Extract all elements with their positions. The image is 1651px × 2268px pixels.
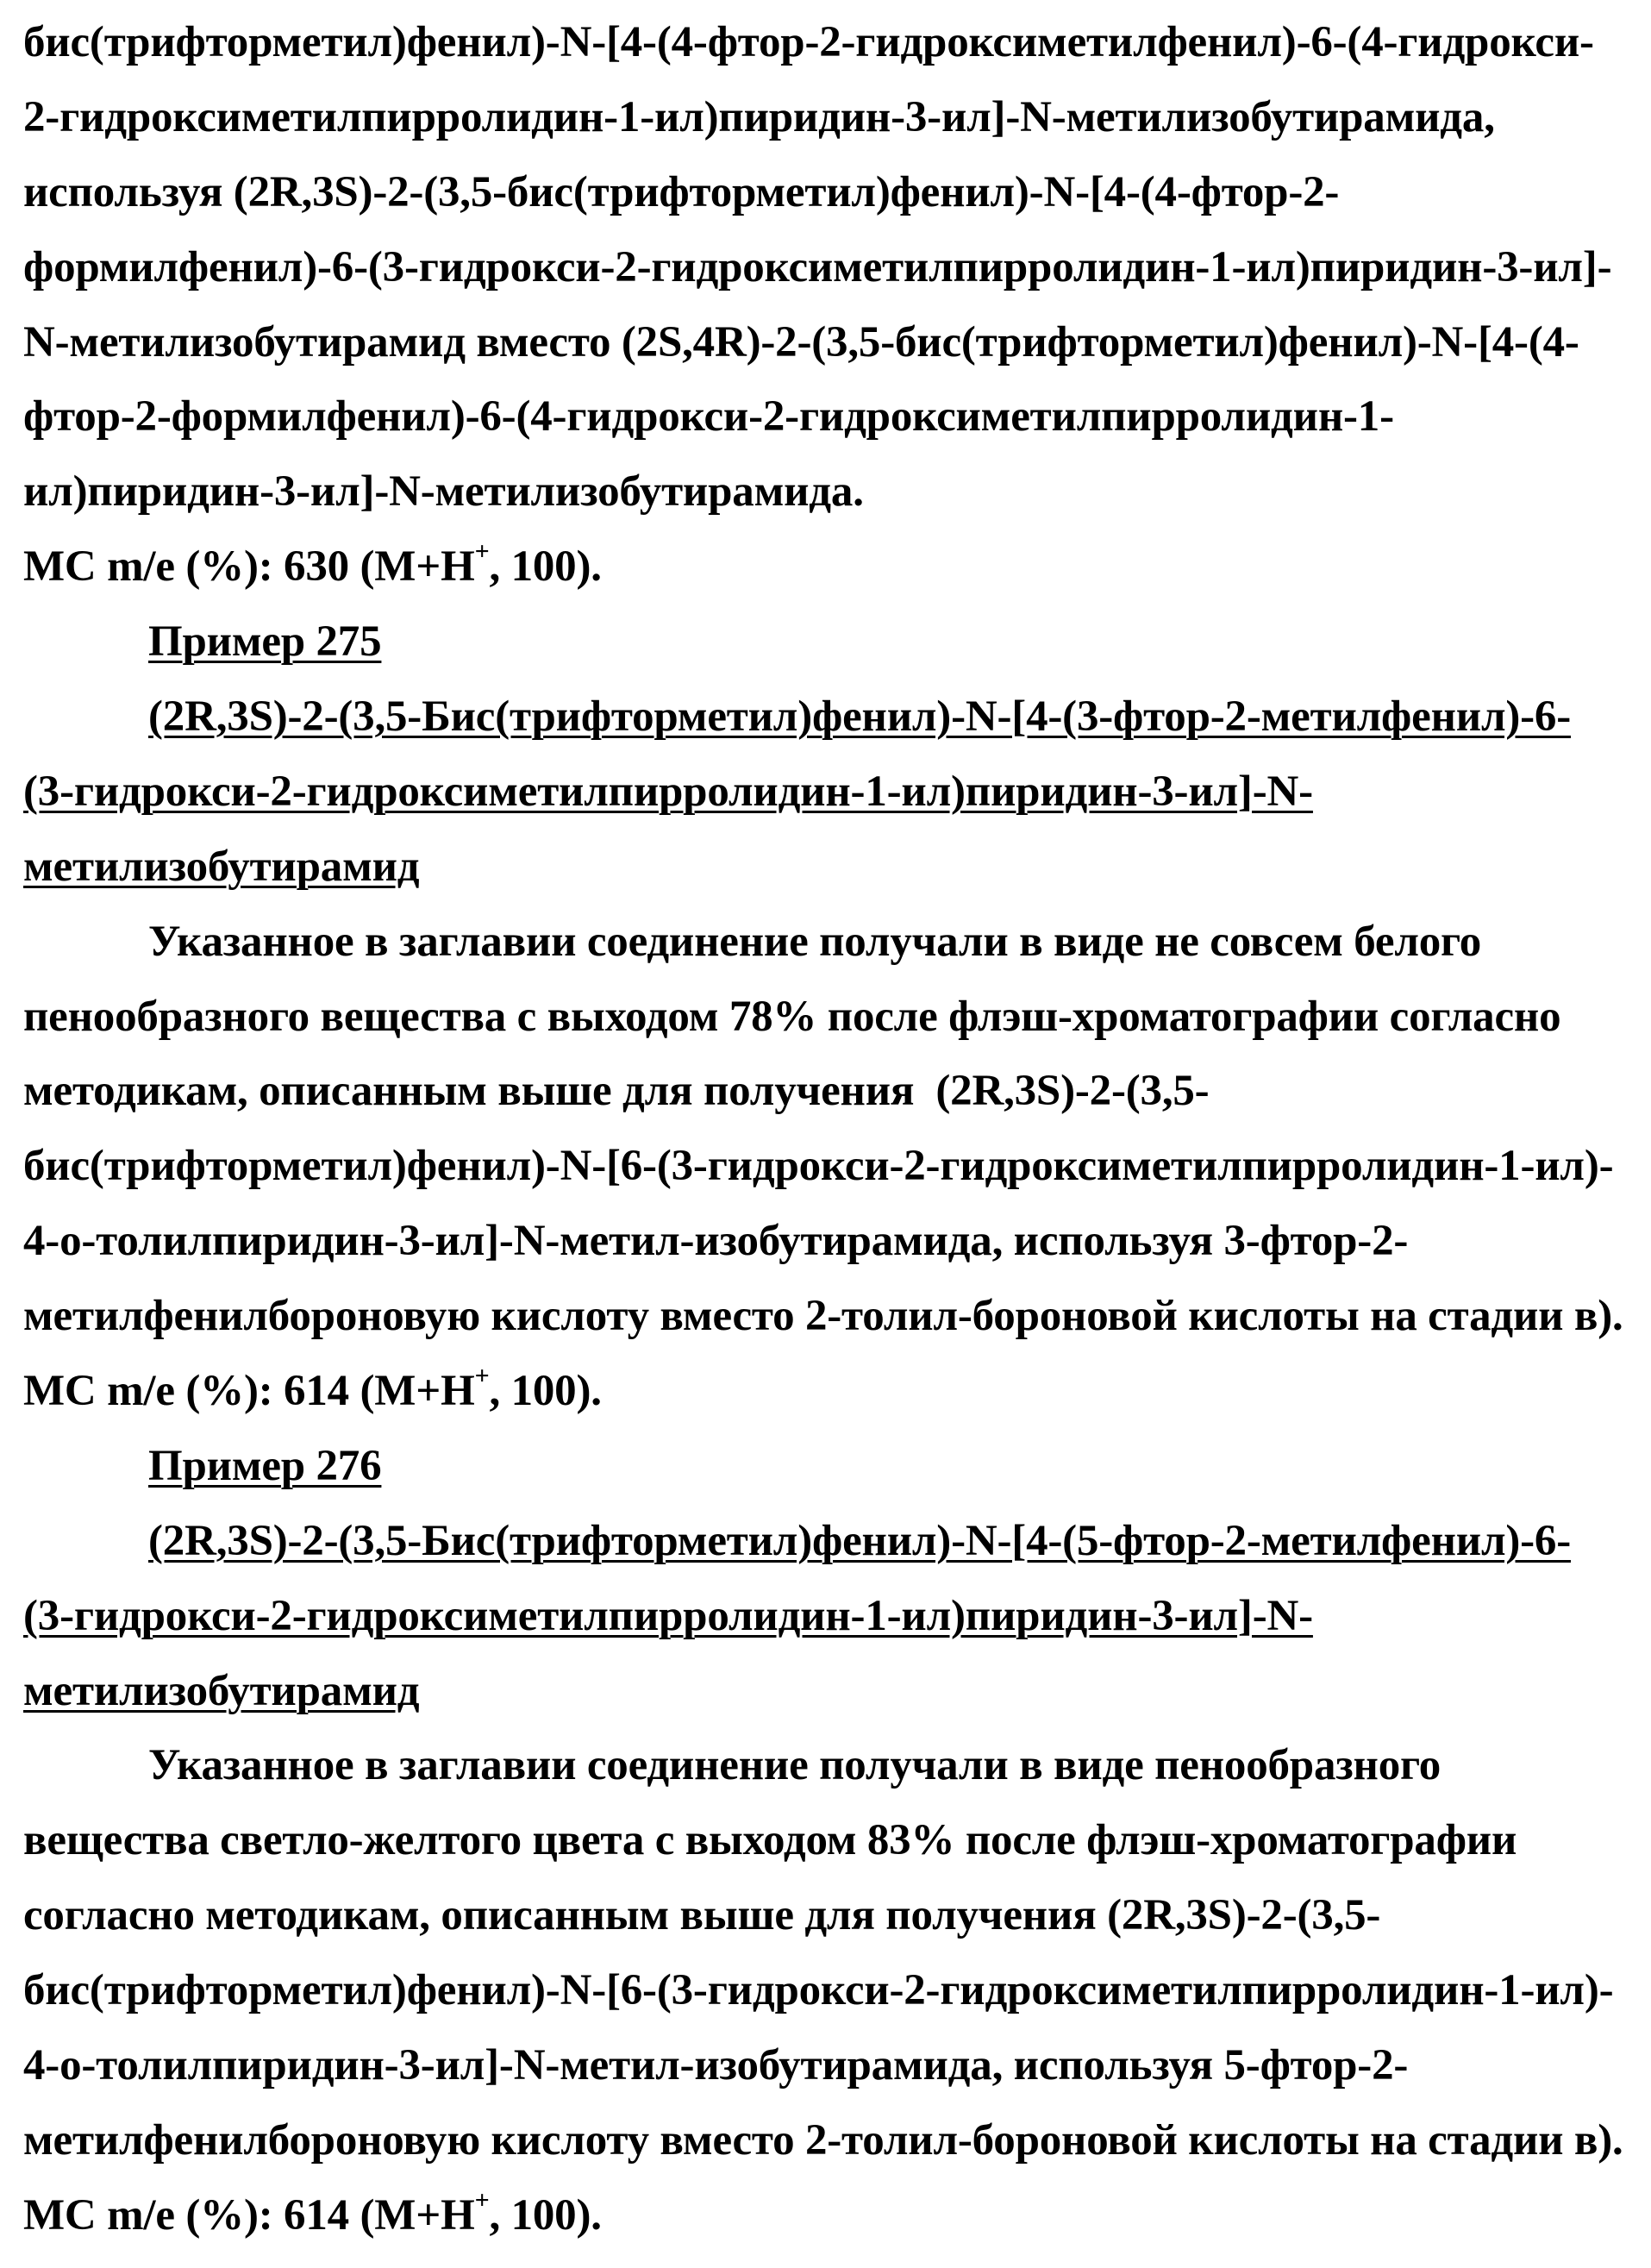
compound-title-text: (2R,3S)-2-(3,5-Бис(трифторметил)фенил)-N-[4-(3-фтор-2-метилфенил)-6- bbox=[148, 692, 1572, 742]
continuation-paragraph bbox=[0, 5, 1651, 605]
ms-suffix: , 100). bbox=[489, 1367, 602, 1416]
compound-title-line bbox=[0, 1504, 1651, 1579]
ms-suffix: , 100). bbox=[489, 2190, 602, 2240]
body-line: бис(трифторметил)фенил)-N-[6-(3-гидрокси-2-гидроксиметилпирролидин-1-ил)- bbox=[23, 1142, 1614, 1191]
mass-spec-line bbox=[0, 2178, 1651, 2253]
ms-prefix: MC m/e (%): 630 (M+H bbox=[23, 542, 475, 592]
compound-title-text: метилизобутирамид bbox=[23, 1666, 420, 1715]
text-line: N-метилизобутирамид вместо (2S,4R)-2-(3,5-бис(трифторметил)фенил)-N-[4-(4- bbox=[23, 317, 1579, 367]
body-line: Указанное в заглавии соединение получали в виде не совсем белого bbox=[148, 917, 1482, 966]
example-heading bbox=[0, 605, 1651, 680]
body-line: бис(трифторметил)фенил)-N-[6-(3-гидрокси-2-гидроксиметилпирролидин-1-ил)- bbox=[23, 1966, 1614, 2015]
text-line: бис(трифторметил)фенил)-N-[4-(4-фтор-2-гидроксиметилфенил)-6-(4-гидрокси- bbox=[23, 18, 1594, 66]
compound-title-line bbox=[0, 830, 1651, 905]
ms-suffix: , 100). bbox=[489, 542, 602, 592]
text-line: используя (2R,3S)-2-(3,5-бис(трифторметил)фенил)-N-[4-(4-фтор-2- bbox=[23, 167, 1340, 216]
body-line: согласно методикам, описанным выше для получения (2R,3S)-2-(3,5- bbox=[23, 1891, 1381, 1940]
ms-prefix: MC m/e (%): 614 (M+H bbox=[23, 2190, 475, 2240]
compound-title-line bbox=[0, 1654, 1651, 1729]
example-heading-text: Пример 275 bbox=[148, 617, 382, 667]
body-line: метилфенилбороновую кислоту вместо 2-толил-бороновой кислоты на стадии в). bbox=[23, 1292, 1623, 1341]
example-276 bbox=[0, 1429, 1651, 2253]
body-line: методикам, описанным выше для получения (2R,3S)-2-(3,5- bbox=[23, 1067, 1210, 1116]
ms-prefix: MC m/e (%): 614 (M+H bbox=[23, 1367, 475, 1416]
example-heading bbox=[0, 1429, 1651, 1504]
compound-title-text: (3-гидрокси-2-гидроксиметилпирролидин-1-ил)пиридин-3-ил]-N- bbox=[23, 767, 1313, 816]
compound-title-text: (3-гидрокси-2-гидроксиметилпирролидин-1-ил)пиридин-3-ил]-N- bbox=[23, 1591, 1313, 1640]
compound-title-line bbox=[0, 755, 1651, 830]
compound-title-line bbox=[0, 1579, 1651, 1654]
mass-spec-line bbox=[0, 529, 1651, 605]
example-275 bbox=[0, 605, 1651, 1429]
text-line: фтор-2-формилфенил)-6-(4-гидрокси-2-гидроксиметилпирролидин-1- bbox=[23, 392, 1394, 442]
body-line: 4-о-толилпиридин-3-ил]-N-метил-изобутирамида, используя 3-фтор-2- bbox=[23, 1217, 1409, 1266]
ms-superscript: + bbox=[474, 2185, 490, 2215]
body-line: 4-о-толилпиридин-3-ил]-N-метил-изобутирамида, используя 5-фтор-2- bbox=[23, 2041, 1409, 2090]
text-line: формилфенил)-6-(3-гидрокси-2-гидроксиметилпирролидин-1-ил)пиридин-3-ил]- bbox=[23, 242, 1612, 291]
example-heading-text: Пример 276 bbox=[148, 1441, 382, 1490]
text-line: ил)пиридин-3-ил]-N-метилизобутирамида. bbox=[23, 467, 864, 517]
body-line: Указанное в заглавии соединение получали в виде пенообразного bbox=[148, 1741, 1441, 1790]
ms-superscript: + bbox=[474, 537, 490, 567]
compound-title-text: (2R,3S)-2-(3,5-Бис(трифторметил)фенил)-N-[4-(5-фтор-2-метилфенил)-6- bbox=[148, 1516, 1572, 1565]
compound-title-line bbox=[0, 680, 1651, 755]
ms-superscript: + bbox=[474, 1362, 490, 1391]
text-line: 2-гидроксиметилпирролидин-1-ил)пиридин-3-ил]-N-метилизобутирамида, bbox=[23, 92, 1495, 141]
mass-spec-line bbox=[0, 1354, 1651, 1429]
body-line: вещества светло-желтого цвета с выходом 83% после флэш-хроматографии bbox=[23, 1816, 1517, 1865]
body-line: пенообразного вещества с выходом 78% после флэш-хроматографии согласно bbox=[23, 992, 1561, 1041]
body-line: метилфенилбороновую кислоту вместо 2-толил-бороновой кислоты на стадии в). bbox=[23, 2115, 1623, 2165]
compound-title-text: метилизобутирамид bbox=[23, 842, 420, 891]
